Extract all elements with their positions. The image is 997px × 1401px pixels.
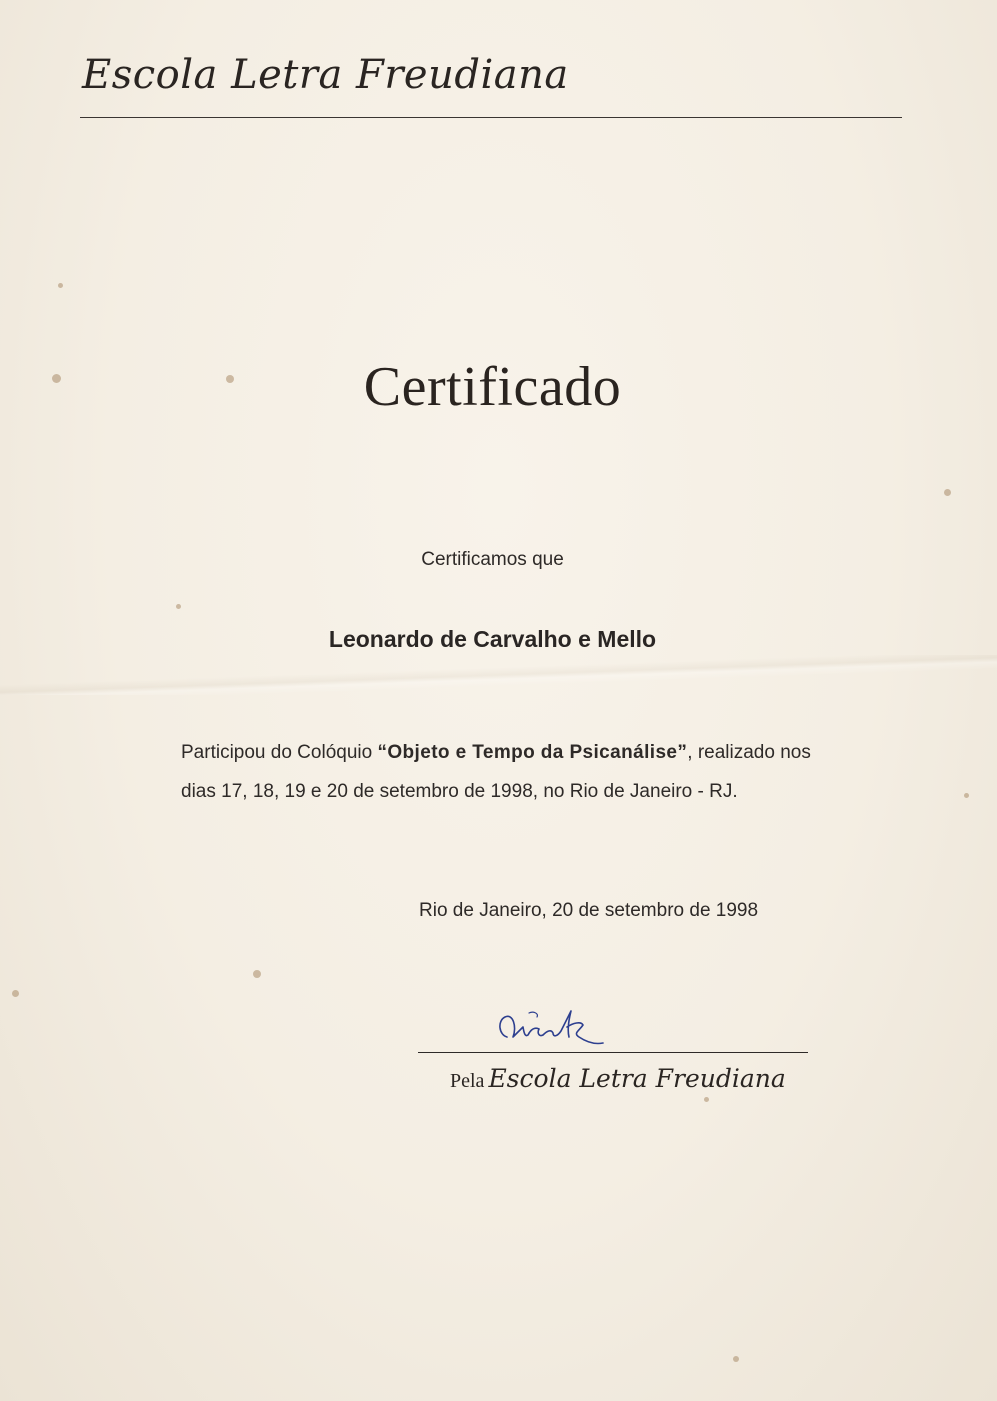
signature-line [418,1052,808,1053]
signature-prefix: Pela [450,1070,485,1092]
document-title: Certificado [363,356,622,418]
body-paragraph [181,733,811,811]
paper-stain [58,283,63,288]
body-prefix: Participou do Colóquio [181,742,378,763]
event-title: “Objeto e Tempo da Psicanálise” [377,742,688,763]
paper-stain [176,604,181,609]
body-suffix: , realizado nos dias 17, 18, 19 e 20 de setembro de 1998, no Rio de Janeiro - RJ. [181,742,811,802]
signature-org-name: Escola Letra Freudiana [488,1064,786,1093]
paper-stain [733,1356,739,1362]
paper-stain [12,990,19,997]
recipient-name: Leonardo de Carvalho e Mello [328,626,657,652]
header-org-name: Escola Letra Freudiana [82,52,569,98]
signature-caption [450,1064,786,1093]
paper-stain [944,489,951,496]
paper-stain [964,793,969,798]
paper-stain [704,1097,709,1102]
paper-fold [0,655,997,695]
header-divider [80,117,902,118]
place-and-date: Rio de Janeiro, 20 de setembro de 1998 [419,900,759,921]
certify-intro: Certificamos que [421,549,564,570]
handwritten-signature [493,1005,623,1057]
paper-stain [253,970,261,978]
